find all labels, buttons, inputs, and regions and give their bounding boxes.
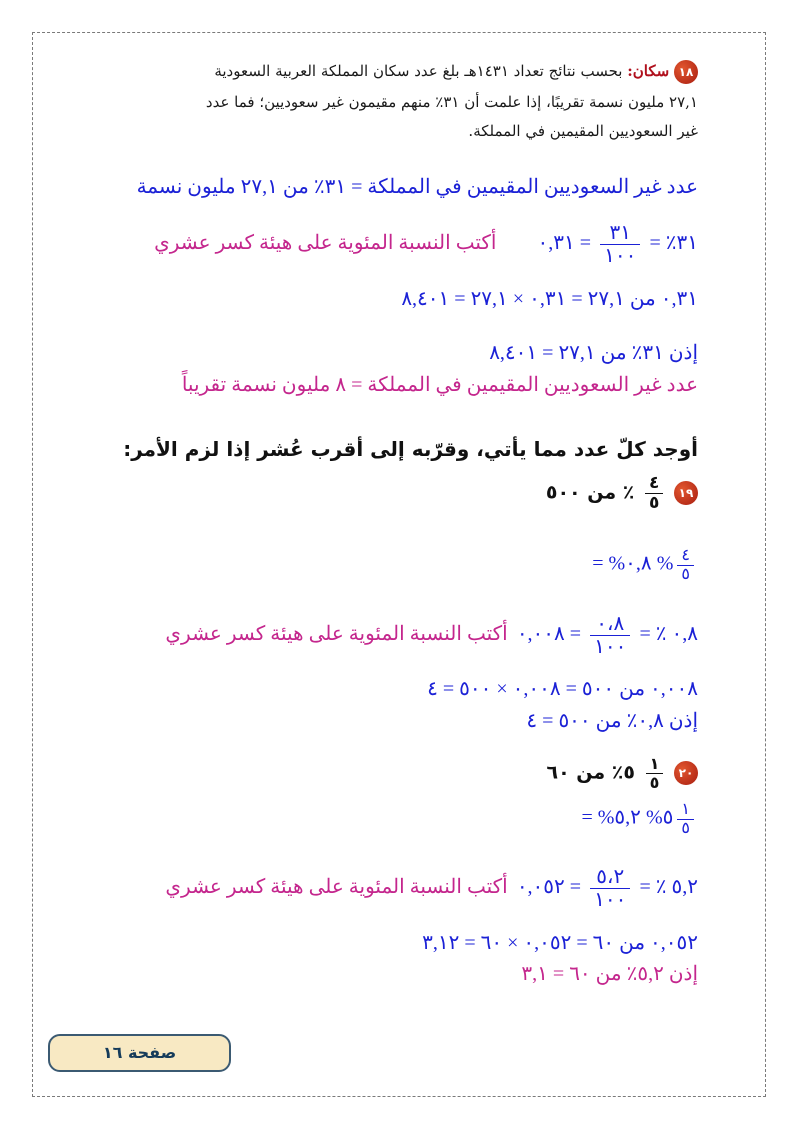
fraction-denominator: ٥ [648,492,660,513]
fraction-numerator: ١ [646,755,664,774]
problem-18-line2: ٢٧,١ مليون نسمة تقريبًا، إذا علمت أن ٣١٪ منهم مقيمون غير سعوديين؛ فما عدد [205,93,698,111]
solution-18-line4: إذن ٣١٪ من ٢٧,١ = ٨,٤٠١ [489,342,698,364]
problem-number-badge: ١٩ [674,481,698,505]
fraction-denominator: ٥ [649,772,660,792]
solution-20-line3: ٠,٠٥٢ من ٦٠ = ٠,٠٥٢ × ٦٠ = ٣,١٢ [422,932,698,954]
fraction-numerator: ٠،٨ [590,613,630,636]
percent-sign: % [656,552,674,575]
note-text: أكتب النسبة المئوية على هيئة كسر عشري [165,623,508,645]
problem-20-question [546,755,698,791]
solution-text: = %٠,٨ [592,552,652,575]
solution-text: ٠,٨ ٪ = [639,623,698,645]
fraction-numerator: ٥،٢ [590,866,630,889]
fraction [677,547,694,583]
problem-18-line3: غير السعوديين المقيمين في المملكة. [468,122,698,140]
fraction [677,801,694,837]
solution-19-line3: ٠,٠٠٨ من ٥٠٠ = ٠,٠٠٨ × ٥٠٠ = ٤ [427,678,698,700]
solution-text: = %٥,٢ [581,806,641,829]
question-whole-part: ٥ [623,761,635,784]
solution-text: = ٠,٣١ [537,232,592,254]
question-text: ٪ من ٥٠٠ [545,481,635,504]
solution-20-line4: إذن ٥,٢٪ من ٦٠ = ٣,١ [521,963,698,985]
solution-text: ٥,٢ ٪ = [639,876,698,898]
solution-18-line3: ٠,٣١ من ٢٧,١ = ٠,٣١ × ٢٧,١ = ٨,٤٠١ [401,288,698,310]
fraction-numerator: ٤ [645,474,663,494]
fraction [590,866,630,911]
solution-18-line1: عدد غير السعوديين المقيمين في المملكة = ٣١٪ من ٢٧,١ مليون نسمة [136,176,698,198]
fraction [646,755,664,791]
percent-fraction [657,547,698,583]
solution-18-line5: عدد غير السعوديين المقيمين في المملكة = ٨ مليون نسمة تقريباً [181,374,698,396]
problem-19-question [546,474,698,512]
solution-text: = ٠,٠٠٨ [516,623,582,645]
solution-19-line1 [592,547,698,583]
solution-text: ٣١٪ = [649,232,698,254]
fraction-denominator: ٥ [681,819,690,837]
fraction-denominator: ٥ [681,565,690,583]
solution-20-line1 [581,801,698,837]
page-number-label: صفحة ١٦ [102,1043,177,1062]
problem-18-line1 [214,60,698,84]
fraction-denominator: ١٠٠ [594,889,627,911]
page-number-box [48,1034,231,1072]
problem-label: سكان: [627,62,670,80]
note-text: أكتب النسبة المئوية على هيئة كسر عشري [165,876,508,898]
solution-text: = ٠,٠٥٢ [516,876,582,898]
fraction-denominator: ١٠٠ [604,245,637,267]
solution-18-line2 [154,222,698,267]
problem-text: بحسب نتائج تعداد ١٤٣١هـ بلغ عدد سكان المملكة العربية السعودية [214,62,623,80]
problem-number-badge: ٢٠ [674,761,698,785]
fraction-numerator: ٣١ [600,222,640,245]
fraction [645,474,663,512]
instruction-heading: أوجد كلّ عدد مما يأتي، وقرّبه إلى أقرب عُشر إذا لزم الأمر: [123,437,698,461]
fraction-denominator: ١٠٠ [594,636,627,658]
fraction-numerator: ١ [677,801,694,820]
percent-sign: %٥ [645,806,674,829]
fraction [590,613,630,658]
question-text: ٪ من ٦٠ [546,761,624,784]
problem-number-badge: ١٨ [674,60,698,84]
fraction-numerator: ٤ [677,547,694,566]
solution-19-line2 [165,613,698,658]
solution-19-line4: إذن ٠,٨٪ من ٥٠٠ = ٤ [526,710,698,732]
percent-fraction [646,801,698,837]
solution-20-line2 [165,866,698,911]
note-text: أكتب النسبة المئوية على هيئة كسر عشري [154,232,497,254]
fraction [600,222,640,267]
